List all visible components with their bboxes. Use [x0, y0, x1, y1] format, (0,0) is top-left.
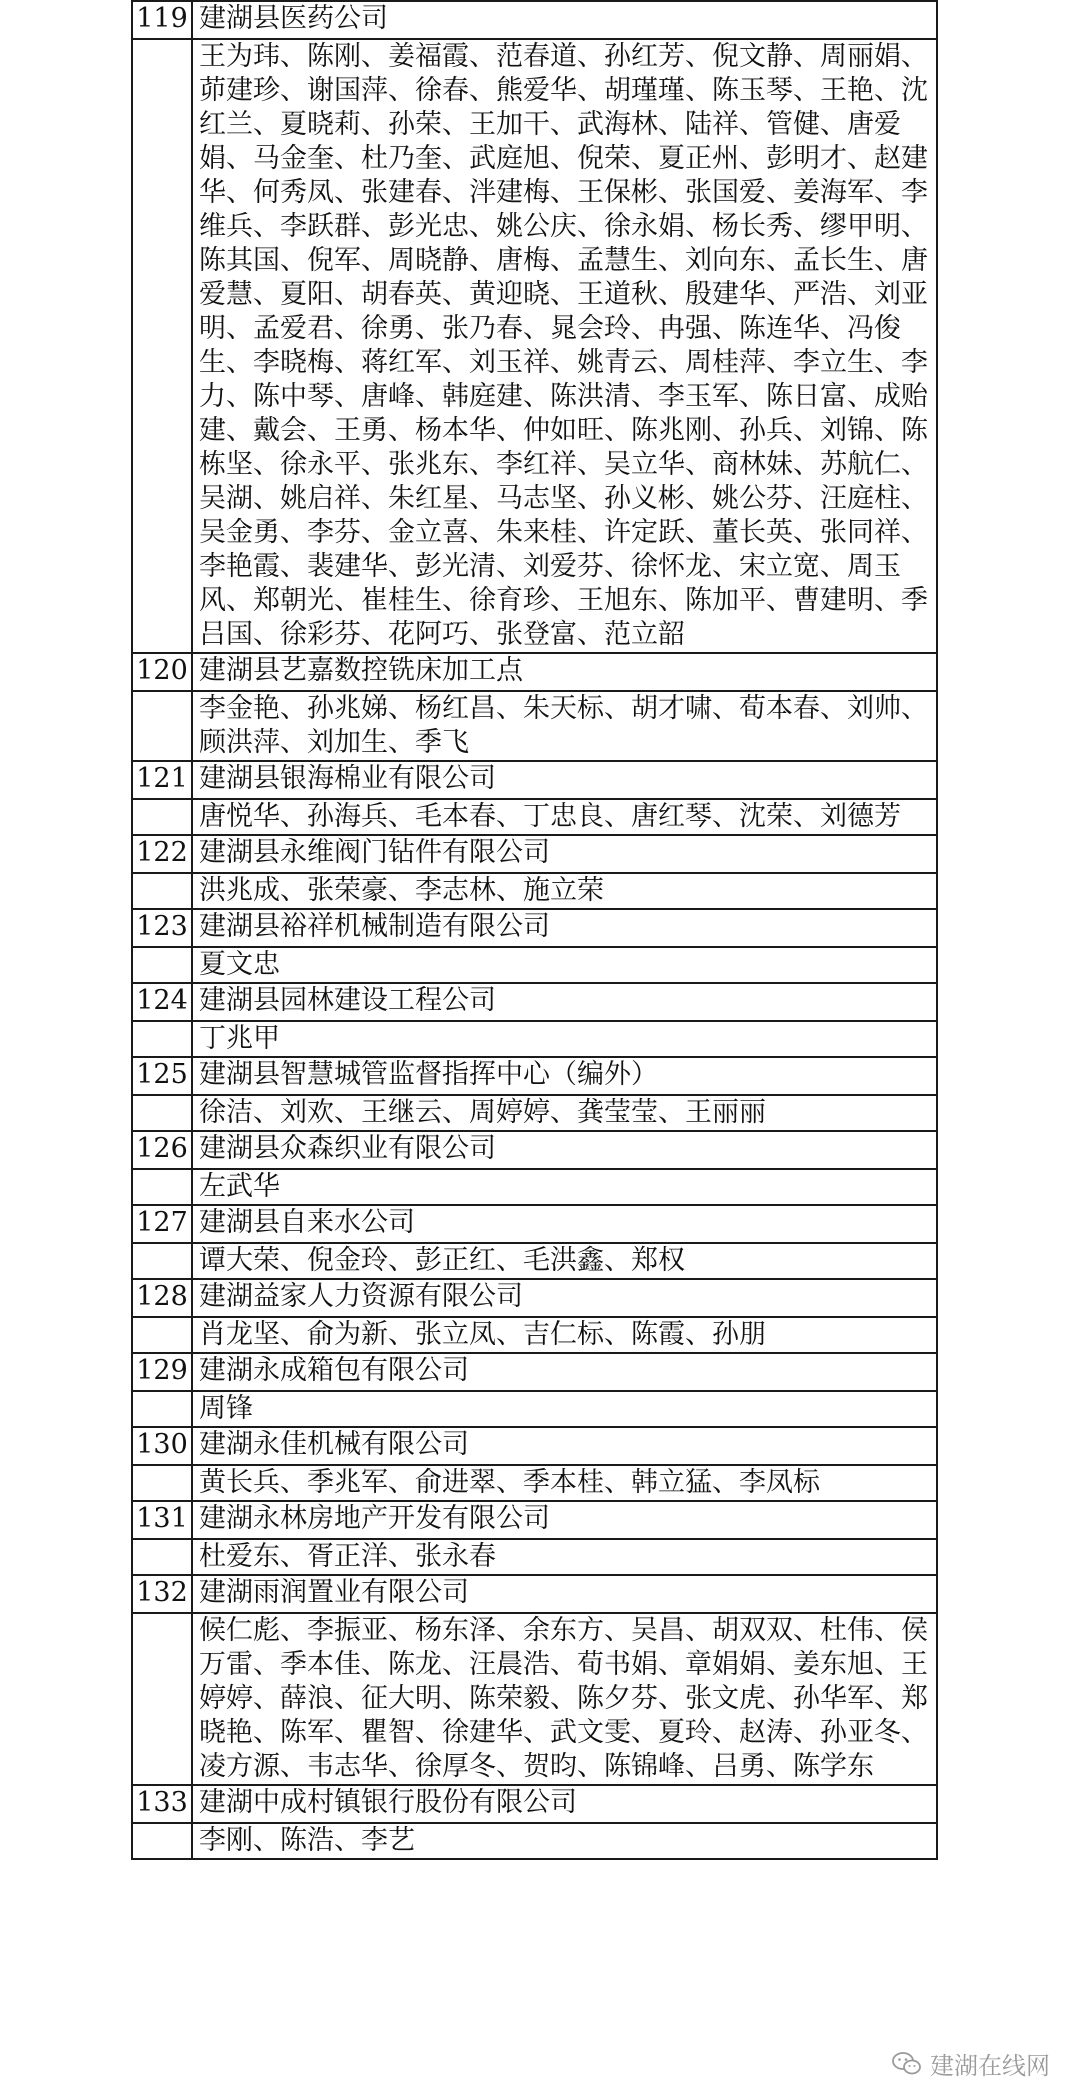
employee-names: 李金艳、孙兆娣、杨红昌、朱天标、胡才啸、荀本春、刘帅、顾洪萍、刘加生、季飞 — [192, 691, 937, 761]
employee-names: 杜爱东、胥正洋、张永春 — [192, 1539, 937, 1575]
employee-names: 徐洁、刘欢、王继云、周婷婷、龚莹莹、王丽丽 — [192, 1095, 937, 1131]
empty-number-cell — [132, 691, 192, 761]
company-name: 建湖县医药公司 — [192, 1, 937, 39]
empty-number-cell — [132, 1243, 192, 1279]
employee-names: 候仁彪、李振亚、杨东泽、余东方、吴昌、胡双双、杜伟、侯万雷、季本佳、陈龙、汪晨浩、荀书娟、章娟娟、姜东旭、王婷婷、薛浪、征大明、陈荣毅、陈夕芬、张文虎、孙华军、郑晓艳、陈军、瞿智、徐建华、武文雯、夏玲、赵涛、孙亚冬、凌方源、韦志华、徐厚冬、贺昀、陈锦峰、吕勇、陈学东 — [192, 1613, 937, 1785]
table-row-company — [132, 1575, 937, 1613]
table-row-names — [132, 1391, 937, 1427]
employee-names: 王为玮、陈刚、姜福霞、范春道、孙红芳、倪文静、周丽娟、茆建珍、谢国萍、徐春、熊爱华、胡瑾瑾、陈玉琴、王艳、沈红兰、夏晓莉、孙荣、王加干、武海林、陆祥、管健、唐爱娟、马金奎、杜乃奎、武庭旭、倪荣、夏正州、彭明才、赵建华、何秀凤、张建春、泮建梅、王保彬、张国爱、姜海军、李维兵、李跃群、彭光忠、姚公庆、徐永娟、杨长秀、缪甲明、陈其国、倪军、周晓静、唐梅、孟慧生、刘向东、孟长生、唐爱慧、夏阳、胡春英、黄迎晓、王道秋、殷建华、严浩、刘亚明、孟爱君、徐勇、张乃春、晁会玲、冉强、陈连华、冯俊生、李晓梅、蒋红军、刘玉祥、姚青云、周桂萍、李立生、李力、陈中琴、唐峰、韩庭建、陈洪清、李玉军、陈日富、成贻建、戴会、王勇、杨本华、仲如旺、陈兆刚、孙兵、刘锦、陈栋坚、徐永平、张兆东、李红祥、吴立华、商林妹、苏航仁、吴湖、姚启祥、朱红星、马志坚、孙义彬、姚公芬、汪庭柱、吴金勇、李芬、金立喜、朱来桂、许定跃、董长英、张同祥、李艳霞、裴建华、彭光清、刘爱芬、徐怀龙、宋立宽、周玉风、郑朝光、崔桂生、徐育珍、王旭东、陈加平、曹建明、季吕国、徐彩芬、花阿巧、张登富、范立韶 — [192, 39, 937, 653]
empty-number-cell — [132, 873, 192, 909]
watermark — [892, 2046, 1050, 2081]
table-row-names — [132, 947, 937, 983]
company-name: 建湖县银海棉业有限公司 — [192, 761, 937, 799]
table-row-company — [132, 653, 937, 691]
row-number: 126 — [132, 1131, 192, 1169]
table-row-names — [132, 1465, 937, 1501]
table-row-company — [132, 983, 937, 1021]
empty-number-cell — [132, 1823, 192, 1859]
empty-number-cell — [132, 1021, 192, 1057]
empty-number-cell — [132, 1317, 192, 1353]
empty-number-cell — [132, 1391, 192, 1427]
row-number: 121 — [132, 761, 192, 799]
employee-names: 左武华 — [192, 1169, 937, 1205]
table-row-company — [132, 1427, 937, 1465]
company-name: 建湖永林房地产开发有限公司 — [192, 1501, 937, 1539]
wechat-icon — [892, 2051, 922, 2077]
company-name: 建湖县裕祥机械制造有限公司 — [192, 909, 937, 947]
row-number: 132 — [132, 1575, 192, 1613]
row-number: 127 — [132, 1205, 192, 1243]
employee-names: 肖龙坚、俞为新、张立凤、吉仁标、陈霞、孙朋 — [192, 1317, 937, 1353]
row-number: 128 — [132, 1279, 192, 1317]
row-number: 133 — [132, 1785, 192, 1823]
row-number: 119 — [132, 1, 192, 39]
table-row-names — [132, 1539, 937, 1575]
company-name: 建湖永成箱包有限公司 — [192, 1353, 937, 1391]
company-name: 建湖县永维阀门钻件有限公司 — [192, 835, 937, 873]
table-row-names — [132, 1823, 937, 1859]
watermark-text: 建湖在线网 — [930, 2052, 1050, 2080]
table-row-company — [132, 1, 937, 39]
empty-number-cell — [132, 799, 192, 835]
table-body — [132, 0, 937, 1859]
company-name: 建湖县园林建设工程公司 — [192, 983, 937, 1021]
table-row-company — [132, 1353, 937, 1391]
table-row-names — [132, 1095, 937, 1131]
company-name: 建湖县众森织业有限公司 — [192, 1131, 937, 1169]
table-row-company — [132, 909, 937, 947]
company-name: 建湖县艺嘉数控铣床加工点 — [192, 653, 937, 691]
employee-names: 洪兆成、张荣豪、李志林、施立荣 — [192, 873, 937, 909]
row-number: 131 — [132, 1501, 192, 1539]
table-row-names — [132, 1317, 937, 1353]
employee-names: 周锋 — [192, 1391, 937, 1427]
company-name: 建湖县智慧城管监督指挥中心（编外） — [192, 1057, 937, 1095]
row-number: 122 — [132, 835, 192, 873]
employee-names: 黄长兵、季兆军、俞进翠、季本桂、韩立猛、李凤标 — [192, 1465, 937, 1501]
empty-number-cell — [132, 1539, 192, 1575]
employee-names: 丁兆甲 — [192, 1021, 937, 1057]
table-row-company — [132, 1131, 937, 1169]
row-number: 124 — [132, 983, 192, 1021]
table-row-company — [132, 1501, 937, 1539]
table-row-company — [132, 835, 937, 873]
row-number: 125 — [132, 1057, 192, 1095]
row-number: 129 — [132, 1353, 192, 1391]
empty-number-cell — [132, 1095, 192, 1131]
table-row-company — [132, 1057, 937, 1095]
table-row-company — [132, 761, 937, 799]
row-number: 130 — [132, 1427, 192, 1465]
empty-number-cell — [132, 1169, 192, 1205]
table-row-names — [132, 1021, 937, 1057]
company-name: 建湖县自来水公司 — [192, 1205, 937, 1243]
company-name: 建湖益家人力资源有限公司 — [192, 1279, 937, 1317]
empty-number-cell — [132, 947, 192, 983]
employee-names: 李刚、陈浩、李艺 — [192, 1823, 937, 1859]
employee-list-table — [131, 0, 938, 1860]
table-row-company — [132, 1785, 937, 1823]
table-row-names — [132, 691, 937, 761]
table-row-company — [132, 1279, 937, 1317]
empty-number-cell — [132, 1613, 192, 1785]
table-row-names — [132, 39, 937, 653]
table-row-names — [132, 1243, 937, 1279]
table-row-names — [132, 873, 937, 909]
employee-names: 夏文忠 — [192, 947, 937, 983]
company-name: 建湖中成村镇银行股份有限公司 — [192, 1785, 937, 1823]
table-row-names — [132, 1169, 937, 1205]
employee-names: 唐悦华、孙海兵、毛本春、丁忠良、唐红琴、沈荣、刘德芳 — [192, 799, 937, 835]
table-row-names — [132, 1613, 937, 1785]
company-name: 建湖雨润置业有限公司 — [192, 1575, 937, 1613]
company-name: 建湖永佳机械有限公司 — [192, 1427, 937, 1465]
table-row-company — [132, 1205, 937, 1243]
empty-number-cell — [132, 39, 192, 653]
table-row-names — [132, 799, 937, 835]
empty-number-cell — [132, 1465, 192, 1501]
employee-names: 谭大荣、倪金玲、彭正红、毛洪鑫、郑权 — [192, 1243, 937, 1279]
row-number: 123 — [132, 909, 192, 947]
row-number: 120 — [132, 653, 192, 691]
